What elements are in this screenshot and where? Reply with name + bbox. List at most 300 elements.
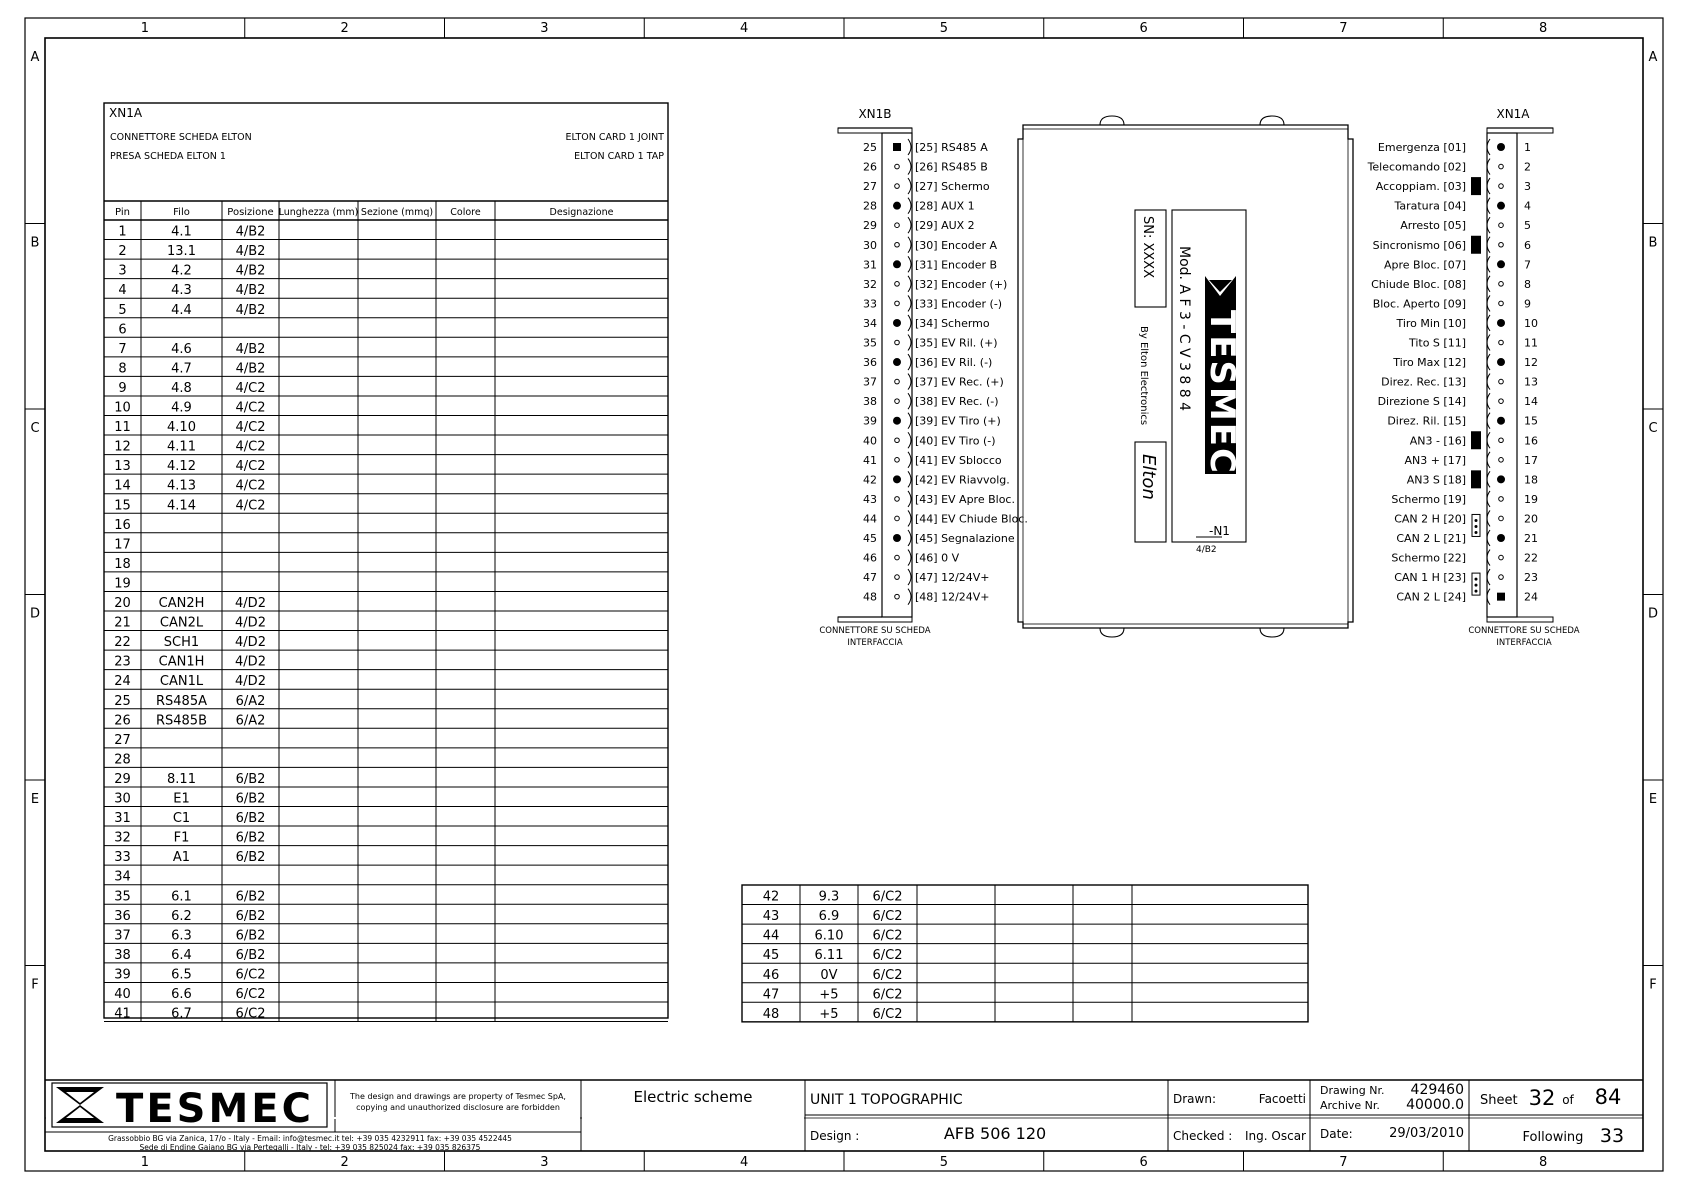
- table-cell-wire: 4.2: [171, 263, 192, 279]
- xn1a-pin-number: 12: [1524, 356, 1538, 370]
- following-sheet: 33: [1599, 1125, 1625, 1147]
- table-cell-pin: 24: [114, 674, 131, 690]
- pin-open-marker: [1499, 555, 1504, 560]
- xn1a-pin-label: Tito S [11]: [1408, 336, 1466, 350]
- xn1b-pin-number: 27: [863, 180, 877, 194]
- xn1a-pin-label: Chiude Bloc. [08]: [1371, 277, 1466, 291]
- xn1b-pin-label: [42] EV Riavvolg.: [915, 473, 1010, 487]
- table-cell-pin: 19: [114, 576, 131, 592]
- xn1b-pin-label: [25] RS485 A: [915, 141, 988, 154]
- xn1a-pin-number: 7: [1524, 258, 1531, 272]
- table-cell-pin: 48: [762, 1006, 780, 1022]
- xn1b-pin-label: [28] AUX 1: [915, 199, 975, 213]
- checked-label: Checked :: [1173, 1129, 1233, 1143]
- table-cell-wire: 0V: [820, 967, 838, 983]
- table-cell-pin: 45: [762, 948, 780, 964]
- pin-open-marker: [895, 555, 900, 560]
- xn1b-footer1: CONNETTORE SU SCHEDA: [819, 626, 931, 636]
- table-cell-wire: 4.11: [167, 439, 196, 455]
- table-cell-position: 6/B2: [235, 830, 266, 846]
- pin-open-marker: [895, 497, 900, 502]
- xn1b-pin-number: 40: [863, 434, 877, 448]
- pin-filled-marker: [893, 475, 901, 483]
- xn1b-pin-label: [27] Schermo: [915, 180, 990, 194]
- xn1a-pin-number: 2: [1524, 160, 1531, 174]
- pin-filled-marker: [1497, 534, 1505, 542]
- table-cell-position: 4/C2: [235, 380, 266, 396]
- table-cell-wire: 6.4: [171, 947, 192, 963]
- pin-contact-arc: [908, 550, 911, 566]
- xn1b-pin-label: [29] AUX 2: [915, 219, 975, 233]
- xn1b-pin-label: [46] 0 V: [915, 551, 960, 565]
- company-logo: [52, 1083, 327, 1132]
- table-cell-position: 6/C2: [872, 889, 903, 905]
- xn1a-pin-label: CAN 2 L [24]: [1396, 590, 1466, 604]
- table-cell-pin: 32: [114, 830, 131, 846]
- zone-col-bottom: 1: [140, 1155, 150, 1170]
- zone-row-right: A: [1648, 49, 1658, 65]
- xn1a-pin-label: Apre Bloc. [07]: [1383, 258, 1466, 272]
- table-cell-position: 4/C2: [235, 420, 266, 436]
- xn1a-pin-label: Arresto [05]: [1400, 219, 1466, 233]
- xn1a-pin-number: 8: [1524, 277, 1531, 291]
- table-cell-wire: 4.4: [171, 302, 192, 318]
- xn1b-pin-number: 38: [863, 395, 877, 409]
- pin-filled-marker: [893, 319, 901, 327]
- table-cell-position: 6/C2: [235, 1006, 266, 1022]
- pin-filled-marker: [1497, 143, 1505, 151]
- design-label: Design :: [810, 1129, 860, 1143]
- table-cell-pin: 16: [114, 517, 131, 533]
- pin-contact-arc: [908, 491, 911, 507]
- pin-filled-marker: [893, 358, 901, 366]
- table-cell-position: 6/B2: [235, 811, 266, 827]
- table-cell-position: 4/B2: [235, 361, 266, 377]
- pin-open-marker: [1499, 458, 1504, 463]
- pin-open-marker: [895, 575, 900, 580]
- xn1b-pin-label: [45] Segnalazione: [915, 532, 1015, 545]
- pin-contact-arc: [908, 335, 911, 351]
- table-cell-position: 4/B2: [235, 244, 266, 260]
- table-cell-pin: 38: [114, 947, 131, 963]
- table-cell-position: 6/C2: [235, 987, 266, 1002]
- pin-contact-arc: [908, 510, 911, 526]
- drawn-label: Drawn:: [1173, 1092, 1216, 1106]
- pin-open-marker: [1499, 516, 1504, 521]
- table-cell-position: 6/B2: [235, 771, 266, 787]
- table-cell-wire: F1: [173, 830, 190, 846]
- table-cell-pin: 18: [114, 556, 131, 572]
- table-cell-wire: +5: [819, 1006, 839, 1022]
- zone-row-right: F: [1649, 977, 1657, 993]
- company-logo-text: TESMEC: [116, 1086, 314, 1132]
- table-cell-wire: 4.6: [171, 341, 192, 357]
- cable-shield-dot: [1475, 519, 1478, 522]
- xn1b-pin-label: [35] EV Ril. (+): [915, 336, 998, 350]
- xn1b-pin-number: 30: [863, 238, 877, 252]
- pin-open-marker: [895, 438, 900, 443]
- zone-row-left: F: [31, 977, 39, 993]
- wire-table-continuation: [742, 885, 1308, 1022]
- table-connector-name: XN1A: [109, 106, 143, 120]
- zone-col-top: 2: [340, 21, 349, 36]
- table-cell-pin: 1: [118, 224, 127, 240]
- table-cell-pin: 40: [114, 987, 131, 1002]
- date-value: 29/03/2010: [1389, 1126, 1464, 1141]
- table-cell-position: 4/B2: [235, 302, 266, 318]
- pin-open-marker: [1499, 379, 1504, 384]
- checked-value: Ing. Oscar: [1245, 1129, 1306, 1143]
- table-cell-position: 6/A2: [235, 693, 266, 709]
- xn1a-pin-number: 11: [1524, 336, 1538, 350]
- table-cell-pin: 26: [114, 713, 131, 729]
- xn1b-pin-number: 42: [863, 473, 877, 487]
- table-cell-wire: 6.10: [814, 928, 844, 944]
- xn1a-pin-label: AN3 + [17]: [1404, 453, 1466, 467]
- zone-row-left: D: [29, 606, 41, 622]
- pin-open-marker: [1499, 497, 1504, 502]
- table-cell-pin: 34: [114, 869, 131, 885]
- table-cell-pin: 9: [118, 380, 127, 396]
- zone-col-top: 7: [1339, 21, 1348, 36]
- xn1b-pin-number: 25: [863, 141, 877, 154]
- sheet-total: 84: [1594, 1085, 1622, 1109]
- table-cell-wire: 4.7: [171, 361, 192, 377]
- module-by: By Elton Electronics: [1138, 326, 1149, 426]
- xn1b-pin-number: 44: [863, 512, 877, 526]
- pin-bridge-marker: [1471, 177, 1481, 195]
- table-cell-position: 6/B2: [235, 850, 266, 866]
- table-cell-wire: RS485A: [156, 693, 207, 709]
- xn1a-pin-label: CAN 2 H [20]: [1394, 512, 1466, 526]
- pin-open-marker: [895, 594, 900, 599]
- serial-number: SN: XXXX: [1140, 216, 1155, 279]
- pin-open-marker: [895, 399, 900, 404]
- archive-nr-label: Archive Nr.: [1320, 1099, 1380, 1112]
- table-cell-position: 4/B2: [235, 224, 266, 240]
- table-cell-position: 6/C2: [235, 967, 266, 983]
- zone-row-right: D: [1647, 606, 1659, 622]
- pin-contact-arc: [908, 276, 911, 292]
- xn1b-pin-label: [30] Encoder A: [915, 238, 998, 252]
- table-cell-pin: 2: [118, 244, 127, 260]
- pin-contact-arc: [908, 315, 911, 331]
- xn1a-pin-number: 9: [1524, 297, 1531, 311]
- pin-contact-arc: [908, 393, 911, 409]
- scheme-type: Electric scheme: [633, 1088, 753, 1106]
- table-cell-position: 6/A2: [235, 713, 266, 729]
- table-cell-wire: CAN1H: [158, 654, 205, 670]
- xn1a-title: XN1A: [1496, 107, 1530, 121]
- zone-col-top: 4: [739, 21, 749, 36]
- table-cell-position: 6/B2: [235, 928, 266, 944]
- table-cell-position: 6/C2: [872, 967, 903, 983]
- table-cell-position: 6/C2: [872, 987, 903, 1003]
- table-cell-wire: 8.11: [167, 771, 196, 787]
- pin-contact-arc: [908, 159, 911, 175]
- xn1b-pin-number: 46: [863, 551, 877, 565]
- pin-open-marker: [895, 379, 900, 384]
- xn1a-pin-number: 14: [1524, 395, 1538, 409]
- table-cell-pin: 37: [114, 928, 131, 944]
- pin-filled-marker: [1497, 260, 1505, 268]
- zone-row-left: A: [30, 49, 40, 65]
- xn1a-footer2: INTERFACCIA: [1496, 638, 1552, 648]
- column-header: Pin: [115, 207, 130, 218]
- table-cell-wire: 6.6: [171, 987, 192, 1002]
- xn1b-pin-label: [37] EV Rec. (+): [915, 375, 1004, 389]
- table-cell-position: 4/C2: [235, 439, 266, 455]
- pin-bridge-marker: [1471, 236, 1481, 254]
- model-name: Mod. A F 3 - C V 3 8 8 4: [1176, 246, 1192, 412]
- xn1b-pin-label: [47] 12/24V+: [915, 571, 990, 585]
- pin-open-marker: [1499, 184, 1504, 189]
- table-cell-position: 4/D2: [235, 615, 266, 631]
- xn1b-pin-number: 48: [863, 590, 877, 604]
- table-cell-wire: A1: [172, 850, 191, 866]
- xn1a-pin-label: Direzione S [14]: [1377, 395, 1466, 409]
- pin-open-marker: [1499, 399, 1504, 404]
- zone-row-right: C: [1648, 420, 1658, 436]
- zone-col-bottom: 4: [739, 1155, 749, 1170]
- table-cell-position: 6/C2: [872, 909, 903, 925]
- xn1b-pin-number: 45: [863, 532, 877, 545]
- xn1a-pin-label: Bloc. Aperto [09]: [1372, 297, 1466, 311]
- zone-row-left: B: [30, 235, 40, 251]
- zone-col-top: 5: [939, 21, 949, 36]
- table-cell-wire: 4.1: [171, 224, 192, 240]
- zone-row-right: B: [1648, 235, 1658, 251]
- xn1b-pin-label: [48] 12/24V+: [915, 590, 990, 604]
- company-address-1: Grassobbio BG via Zanica, 17/o - Italy - Email: info@tesmec.it tel: +39 035 4232911 fax: +39 035 4522445: [108, 1134, 512, 1143]
- zone-col-top: 8: [1538, 21, 1548, 36]
- table-cell-pin: 10: [114, 400, 131, 416]
- table-cell-position: 4/D2: [235, 635, 266, 651]
- xn1a-pin-label: Emergenza [01]: [1377, 141, 1466, 154]
- xn1a-pin-label: Tiro Min [10]: [1396, 316, 1466, 330]
- xn1b-pin-number: 39: [863, 414, 877, 428]
- table-cell-pin: 4: [118, 283, 127, 299]
- table-cell-pin: 14: [114, 478, 131, 494]
- pin-open-marker: [1499, 223, 1504, 228]
- table-desc-it: CONNETTORE SCHEDA ELTON: [110, 132, 252, 143]
- table-cell-wire: 6.7: [171, 1006, 192, 1022]
- drawn-value: Facoetti: [1258, 1092, 1306, 1106]
- pin-contact-arc: [908, 471, 911, 487]
- xn1a-pin-number: 16: [1524, 434, 1538, 448]
- column-header: Lunghezza (mm): [278, 207, 359, 218]
- sheet-of-label: of: [1562, 1093, 1574, 1107]
- xn1a-pin-label: Direz. Ril. [15]: [1387, 414, 1466, 428]
- cable-shield-dot: [1475, 590, 1478, 593]
- xn1a-pin-label: Taratura [04]: [1394, 199, 1466, 213]
- pin-open-marker: [1499, 301, 1504, 306]
- table-cell-position: 4/D2: [235, 596, 266, 611]
- table-cell-pin: 28: [114, 752, 131, 768]
- table-cell-wire: 6.1: [171, 889, 192, 905]
- elton-logo: Elton: [1138, 454, 1159, 500]
- date-label: Date:: [1320, 1127, 1353, 1141]
- table-cell-pin: 5: [118, 302, 127, 318]
- table-cell-wire: 6.5: [171, 967, 192, 983]
- table-cell-position: 6/B2: [235, 908, 266, 924]
- pin-filled-marker: [1497, 319, 1505, 327]
- table-cell-wire: 4.14: [167, 498, 196, 514]
- table-cell-position: 4/C2: [235, 498, 266, 514]
- table-cell-pin: 3: [118, 263, 127, 279]
- zone-col-bottom: 5: [939, 1155, 949, 1170]
- xn1b-pin-number: 41: [863, 453, 877, 467]
- xn1b-pin-number: 31: [863, 258, 877, 272]
- table-cell-position: 4/C2: [235, 459, 266, 475]
- pin-contact-arc: [908, 374, 911, 390]
- sheet-number: 32: [1528, 1086, 1556, 1110]
- company-address-2: Sede di Endine Gaiano BG via Pertegalli - Italy - tel: +39 035 825024 fax: +39 035 826375: [139, 1143, 481, 1152]
- xn1a-pin-number: 23: [1524, 571, 1538, 585]
- table-desc-it2: PRESA SCHEDA ELTON 1: [110, 151, 226, 162]
- column-header: Sezione (mmq): [360, 207, 434, 218]
- xn1b-pin-label: [38] EV Rec. (-): [915, 395, 999, 409]
- elton-module: [1018, 116, 1353, 637]
- table-cell-pin: 12: [114, 439, 131, 455]
- title-block-mid-cover-2: [582, 1117, 804, 1119]
- xn1a-pin-number: 1: [1524, 141, 1531, 154]
- xn1b-pin-number: 26: [863, 160, 877, 174]
- table-cell-position: 6/C2: [872, 1006, 903, 1022]
- xn1a-pin-label: CAN 2 L [21]: [1396, 532, 1466, 545]
- table-cell-wire: CAN2H: [158, 596, 205, 611]
- drawing-nr-value: 429460: [1410, 1082, 1464, 1098]
- xn1b-pin-number: 34: [863, 316, 877, 330]
- table-cell-wire: 13.1: [167, 244, 196, 260]
- pin-filled-marker: [893, 202, 901, 210]
- pin-contact-arc: [908, 217, 911, 233]
- unit-name: UNIT 1 TOPOGRAPHIC: [810, 1092, 963, 1108]
- table-cell-wire: CAN2L: [159, 615, 204, 631]
- table-cell-wire: 6.11: [814, 948, 844, 964]
- xn1b-pin-number: 36: [863, 356, 877, 370]
- table-cell-pin: 35: [114, 889, 131, 905]
- xn1b-pin-number: 28: [863, 199, 877, 213]
- table-cell-wire: 4.8: [171, 380, 192, 396]
- pin-open-marker: [1499, 164, 1504, 169]
- table-cell-wire: 4.13: [167, 478, 196, 494]
- table-desc-en2: ELTON CARD 1 TAP: [574, 151, 664, 162]
- drawing-nr-label: Drawing Nr.: [1320, 1084, 1385, 1097]
- table-cell-pin: 27: [114, 732, 131, 748]
- pin-filled-marker: [1497, 475, 1505, 483]
- pin-contact-arc: [908, 589, 911, 605]
- pin-filled-marker: [893, 260, 901, 268]
- pin-square-marker: [893, 143, 901, 151]
- zone-col-top: 6: [1139, 21, 1148, 36]
- pin-open-marker: [895, 184, 900, 189]
- pin-open-marker: [895, 516, 900, 521]
- table-cell-pin: 41: [114, 1006, 131, 1022]
- table-cell-position: 4/D2: [235, 654, 266, 670]
- xn1b-pin-label: [43] EV Apre Bloc.: [915, 492, 1015, 506]
- pin-open-marker: [1499, 282, 1504, 287]
- table-cell-pin: 25: [114, 693, 131, 709]
- xn1b-footer2: INTERFACCIA: [847, 638, 903, 648]
- table-cell-pin: 44: [762, 928, 780, 944]
- tesmec-vertical-logo: [1202, 276, 1242, 475]
- xn1b-pin-list: [863, 139, 1028, 605]
- xn1a-pin-label: Schermo [22]: [1391, 551, 1466, 565]
- xn1a-pin-number: 18: [1524, 473, 1538, 487]
- table-cell-pin: 22: [114, 635, 131, 651]
- pin-open-marker: [1499, 242, 1504, 247]
- pin-open-marker: [895, 164, 900, 169]
- table-cell-position: 4/D2: [235, 674, 266, 690]
- table-cell-position: 4/C2: [235, 400, 266, 416]
- zone-col-bottom: 2: [340, 1155, 349, 1170]
- xn1b-title: XN1B: [858, 107, 892, 121]
- cable-shield-dot: [1475, 525, 1478, 528]
- xn1a-pin-number: 10: [1524, 316, 1538, 330]
- pin-contact-arc: [908, 178, 911, 194]
- connector-xn1a: [1367, 107, 1580, 648]
- xn1a-pin-number: 15: [1524, 414, 1538, 428]
- table-cell-pin: 8: [118, 361, 127, 377]
- pin-filled-marker: [1497, 358, 1505, 366]
- xn1a-pin-label: Sincronismo [06]: [1372, 238, 1466, 252]
- cable-shield-dot: [1475, 531, 1478, 534]
- following-label: Following: [1522, 1130, 1584, 1145]
- xn1b-pin-label: [40] EV Tiro (-): [915, 434, 996, 448]
- table-cell-wire: 6.9: [818, 909, 840, 925]
- property-notice-2: copying and unauthorized disclosure are forbidden: [356, 1103, 560, 1112]
- pin-contact-arc: [908, 139, 911, 155]
- xn1b-pin-number: 37: [863, 375, 877, 389]
- table-cell-pin: 6: [118, 322, 127, 338]
- table-cell-pin: 7: [118, 341, 127, 357]
- pin-open-marker: [1499, 340, 1504, 345]
- pin-open-marker: [1499, 438, 1504, 443]
- table-cell-wire: 4.10: [167, 420, 196, 436]
- pin-filled-marker: [1497, 202, 1505, 210]
- table-cell-pin: 47: [762, 987, 780, 1003]
- xn1a-footer1: CONNETTORE SU SCHEDA: [1468, 626, 1580, 636]
- table-cell-pin: 11: [114, 420, 131, 436]
- zone-row-left: C: [30, 420, 40, 436]
- pin-open-marker: [1499, 575, 1504, 580]
- table-cell-pin: 43: [762, 909, 780, 925]
- xn1b-pin-number: 35: [863, 336, 877, 350]
- svg-text:TESMEC: TESMEC: [1202, 310, 1242, 475]
- table-cell-wire: 4.3: [171, 283, 192, 299]
- table-cell-pin: 20: [114, 596, 131, 611]
- xn1b-pin-label: [34] Schermo: [915, 316, 990, 330]
- pin-open-marker: [895, 340, 900, 345]
- xn1a-pin-number: 6: [1524, 238, 1531, 252]
- table-cell-wire: 4.12: [167, 459, 196, 475]
- table-cell-pin: 30: [114, 791, 131, 807]
- zone-col-bottom: 6: [1139, 1155, 1148, 1170]
- wire-table: [104, 103, 668, 1022]
- xn1a-pin-number: 20: [1524, 512, 1538, 526]
- pin-contact-arc: [908, 413, 911, 429]
- table-cell-pin: 15: [114, 498, 131, 514]
- table-cell-wire: 9.3: [818, 889, 840, 905]
- xn1b-pin-number: 43: [863, 492, 877, 506]
- table-cell-pin: 42: [762, 889, 780, 905]
- table-cell-pin: 36: [114, 908, 131, 924]
- pin-contact-arc: [908, 295, 911, 311]
- zone-col-bottom: 7: [1339, 1155, 1348, 1170]
- archive-nr-value: 40000.0: [1406, 1097, 1464, 1113]
- table-cell-position: 4/B2: [235, 283, 266, 299]
